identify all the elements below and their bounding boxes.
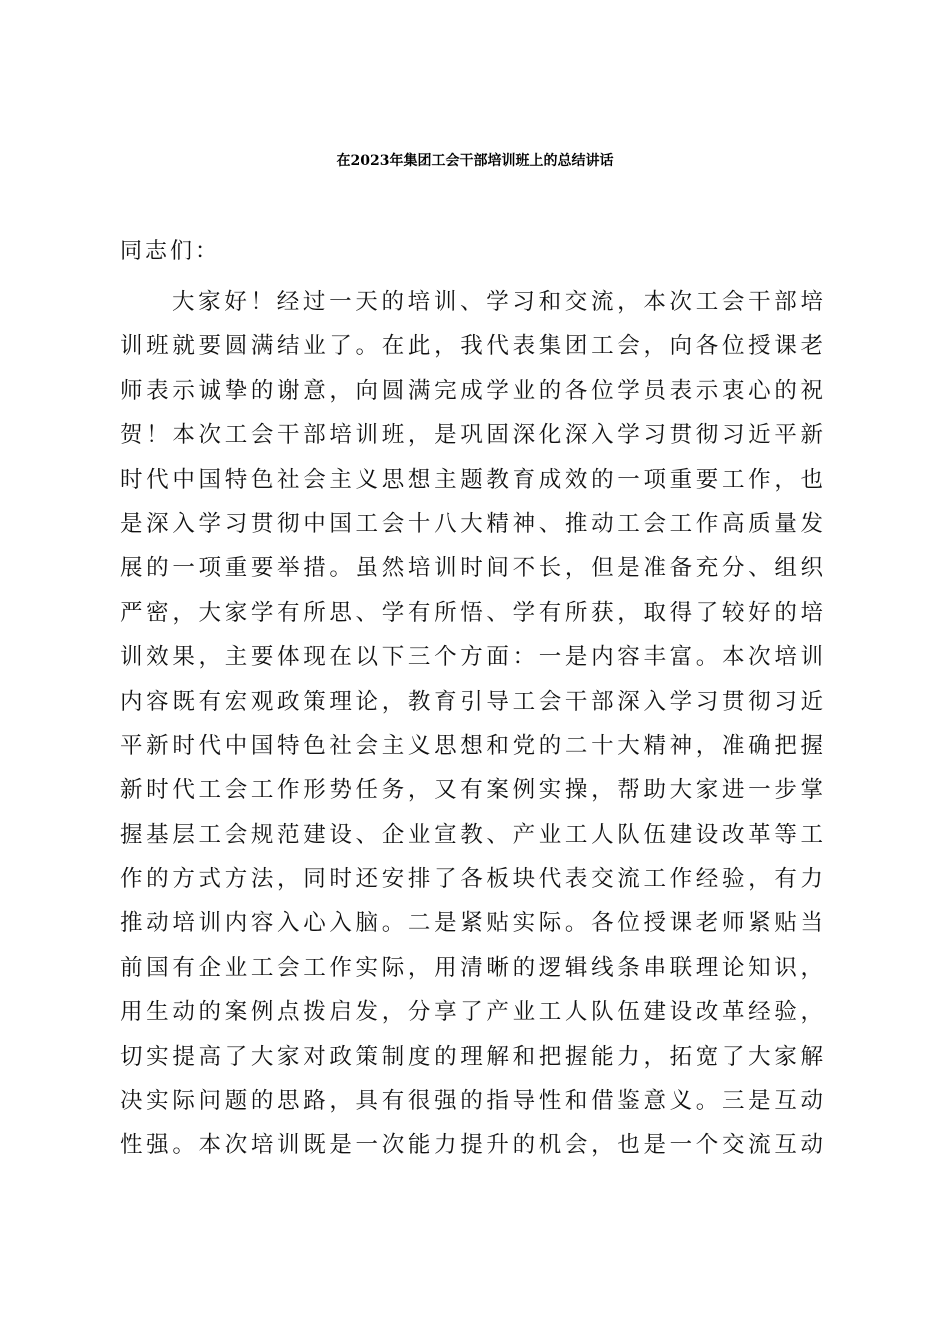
body-line: 师表示诚挚的谢意，向圆满完成学业的各位学员表示衷心的祝 xyxy=(120,377,825,404)
document-title: 在2023年集团工会干部培训班上的总结讲话 xyxy=(336,153,614,169)
body-line: 推动培训内容入心入脑。二是紧贴实际。各位授课老师紧贴当 xyxy=(120,910,825,937)
body-line: 是深入学习贯彻中国工会十八大精神、推动工会工作高质量发 xyxy=(120,510,825,537)
body-text xyxy=(120,280,825,1168)
body-line: 内容既有宏观政策理论，教育引导工会干部深入学习贯彻习近 xyxy=(120,688,825,715)
body-line: 训效果，主要体现在以下三个方面：一是内容丰富。本次培训 xyxy=(120,644,825,671)
body-line: 平新时代中国特色社会主义思想和党的二十大精神，准确把握 xyxy=(120,732,825,759)
body-line: 展的一项重要举措。虽然培训时间不长，但是准备充分、组织 xyxy=(120,555,825,582)
body-line: 握基层工会规范建设、企业宣教、产业工人队伍建设改革等工 xyxy=(120,821,825,848)
body-line: 训班就要圆满结业了。在此，我代表集团工会，向各位授课老 xyxy=(120,333,825,360)
body-line: 大家好！经过一天的培训、学习和交流，本次工会干部培 xyxy=(172,289,825,315)
body-line: 贺！本次工会干部培训班，是巩固深化深入学习贯彻习近平新 xyxy=(120,422,825,449)
salutation: 同志们： xyxy=(120,239,221,264)
body-line: 用生动的案例点拨启发，分享了产业工人队伍建设改革经验， xyxy=(120,999,825,1026)
body-line: 时代中国特色社会主义思想主题教育成效的一项重要工作，也 xyxy=(120,466,825,493)
body-line: 性强。本次培训既是一次能力提升的机会，也是一个交流互动 xyxy=(120,1132,825,1159)
body-line: 严密，大家学有所思、学有所悟、学有所获，取得了较好的培 xyxy=(120,599,825,626)
body-line: 前国有企业工会工作实际，用清晰的逻辑线条串联理论知识， xyxy=(120,954,825,981)
body-line: 切实提高了大家对政策制度的理解和把握能力，拓宽了大家解 xyxy=(120,1043,825,1070)
body-line: 作的方式方法，同时还安排了各板块代表交流工作经验，有力 xyxy=(120,866,825,893)
body-line: 决实际问题的思路，具有很强的指导性和借鉴意义。三是互动 xyxy=(120,1088,825,1115)
body-line: 新时代工会工作形势任务，又有案例实操，帮助大家进一步掌 xyxy=(120,777,825,804)
